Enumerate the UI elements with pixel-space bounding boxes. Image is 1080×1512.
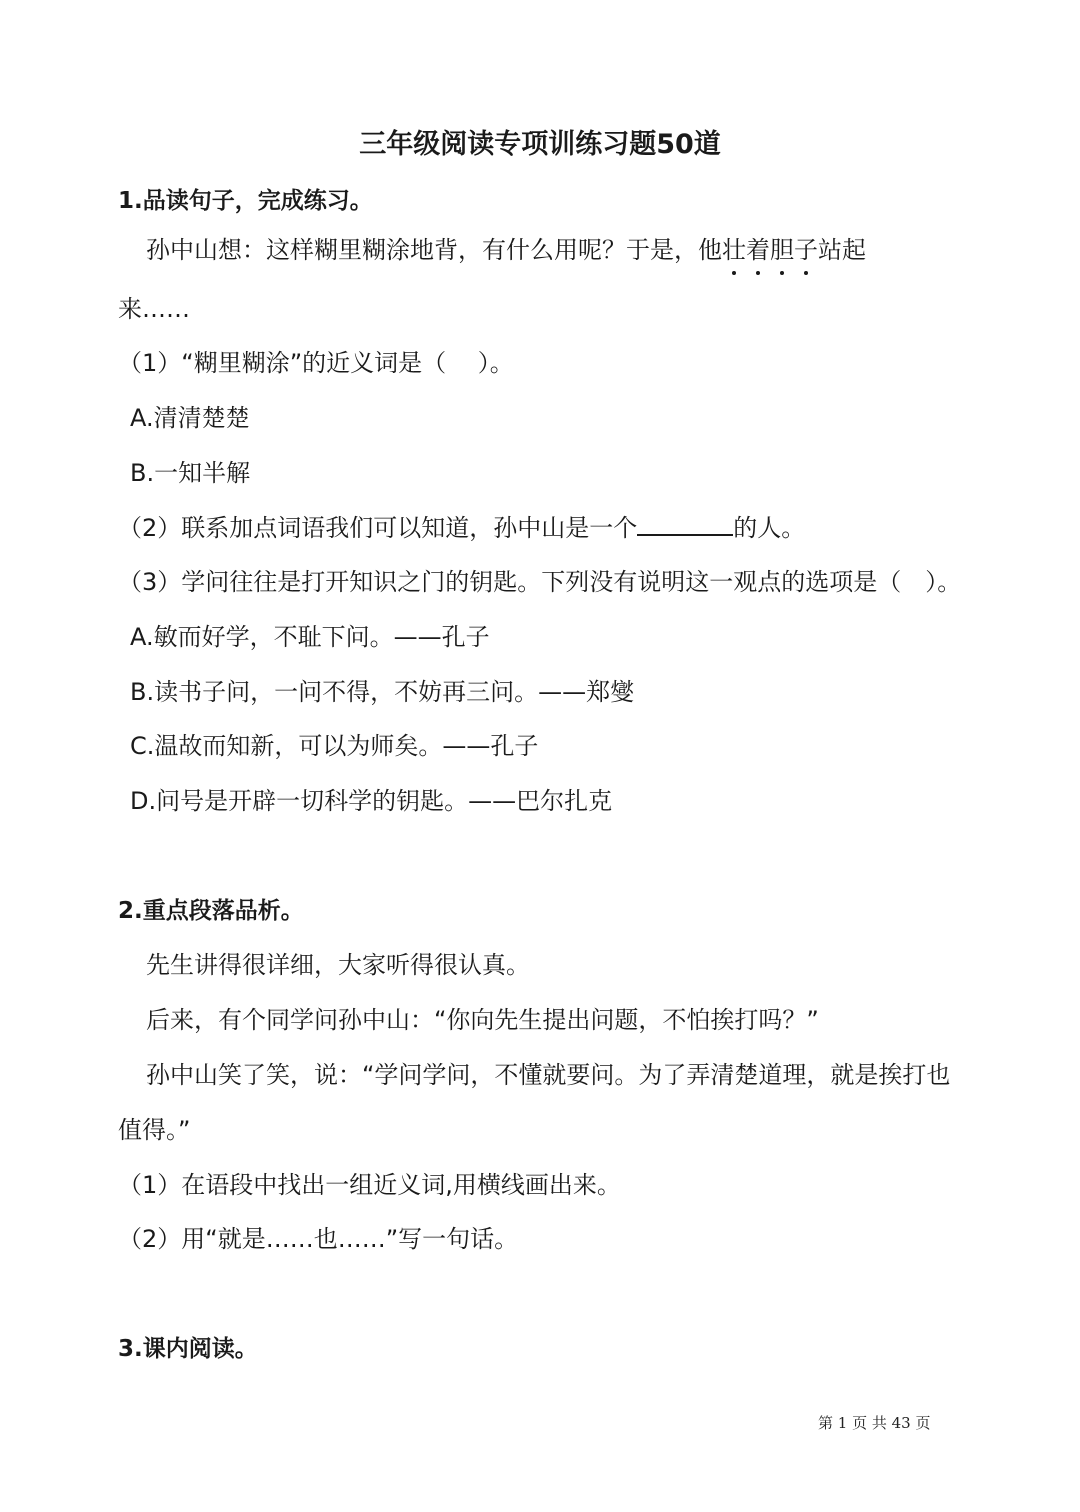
q1-heading: 1.品读句子，完成练习。 <box>118 188 373 214</box>
q1-sub3-option-a: A.敏而好学，不耻下问。——孔子 <box>130 623 490 651</box>
q2-sub2: （2）用“就是……也……”写一句话。 <box>118 1225 519 1253</box>
answer-blank[interactable] <box>637 512 733 536</box>
q1-sub2 <box>118 511 805 545</box>
q1-passage-text-a: 孙中山想：这样糊里糊涂地背，有什么用呢？于是，他 <box>146 236 722 264</box>
q1-sub1-option-a: A.清清楚楚 <box>130 404 250 432</box>
q2-sub1: （1）在语段中找出一组近义词,用横线画出来。 <box>118 1171 621 1199</box>
dotted-char-2: 着 <box>746 233 770 267</box>
q1-sub2-text-b: 的人。 <box>733 514 806 542</box>
q1-sub3-option-b: B.读书子问，一问不得，不妨再三问。——郑燮 <box>130 678 635 706</box>
q3-heading: 3.课内阅读。 <box>118 1336 258 1362</box>
q2-heading: 2.重点段落品析。 <box>118 898 304 924</box>
q1-passage-line2: 来…… <box>118 295 190 323</box>
q1-sub1-option-b: B.一知半解 <box>130 459 251 487</box>
dotted-char-3: 胆 <box>770 233 794 267</box>
q2-paragraph-2: 后来，有个同学问孙中山：“你向先生提出问题，不怕挨打吗？” <box>146 1006 819 1034</box>
q2-paragraph-1: 先生讲得很详细，大家听得很认真。 <box>146 951 530 979</box>
document-title: 三年级阅读专项训练习题50道 <box>359 129 721 160</box>
dotted-char-1: 壮 <box>722 233 746 267</box>
q1-sub3-option-d: D.问号是开辟一切科学的钥匙。——巴尔扎克 <box>130 787 613 815</box>
q1-sub1: （1）“糊里糊涂”的近义词是（ ）。 <box>118 349 514 377</box>
q1-sub3: （3）学问往往是打开知识之门的钥匙。下列没有说明这一观点的选项是（ ）。 <box>118 568 962 596</box>
q1-sub2-text-a: （2）联系加点词语我们可以知道，孙中山是一个 <box>118 514 638 542</box>
q2-paragraph-3-cont: 值得。” <box>118 1116 191 1144</box>
dotted-char-4: 子 <box>794 233 818 267</box>
q1-passage-line1 <box>146 233 866 267</box>
q2-paragraph-3: 孙中山笑了笑，说：“学问学问，不懂就要问。为了弄清楚道理，就是挨打也 <box>146 1061 951 1089</box>
q1-sub3-option-c: C.温故而知新，可以为师矣。——孔子 <box>130 732 539 760</box>
q1-passage-text-b: 站起 <box>818 236 866 264</box>
page-number: 第 1 页 共 43 页 <box>818 1414 931 1432</box>
